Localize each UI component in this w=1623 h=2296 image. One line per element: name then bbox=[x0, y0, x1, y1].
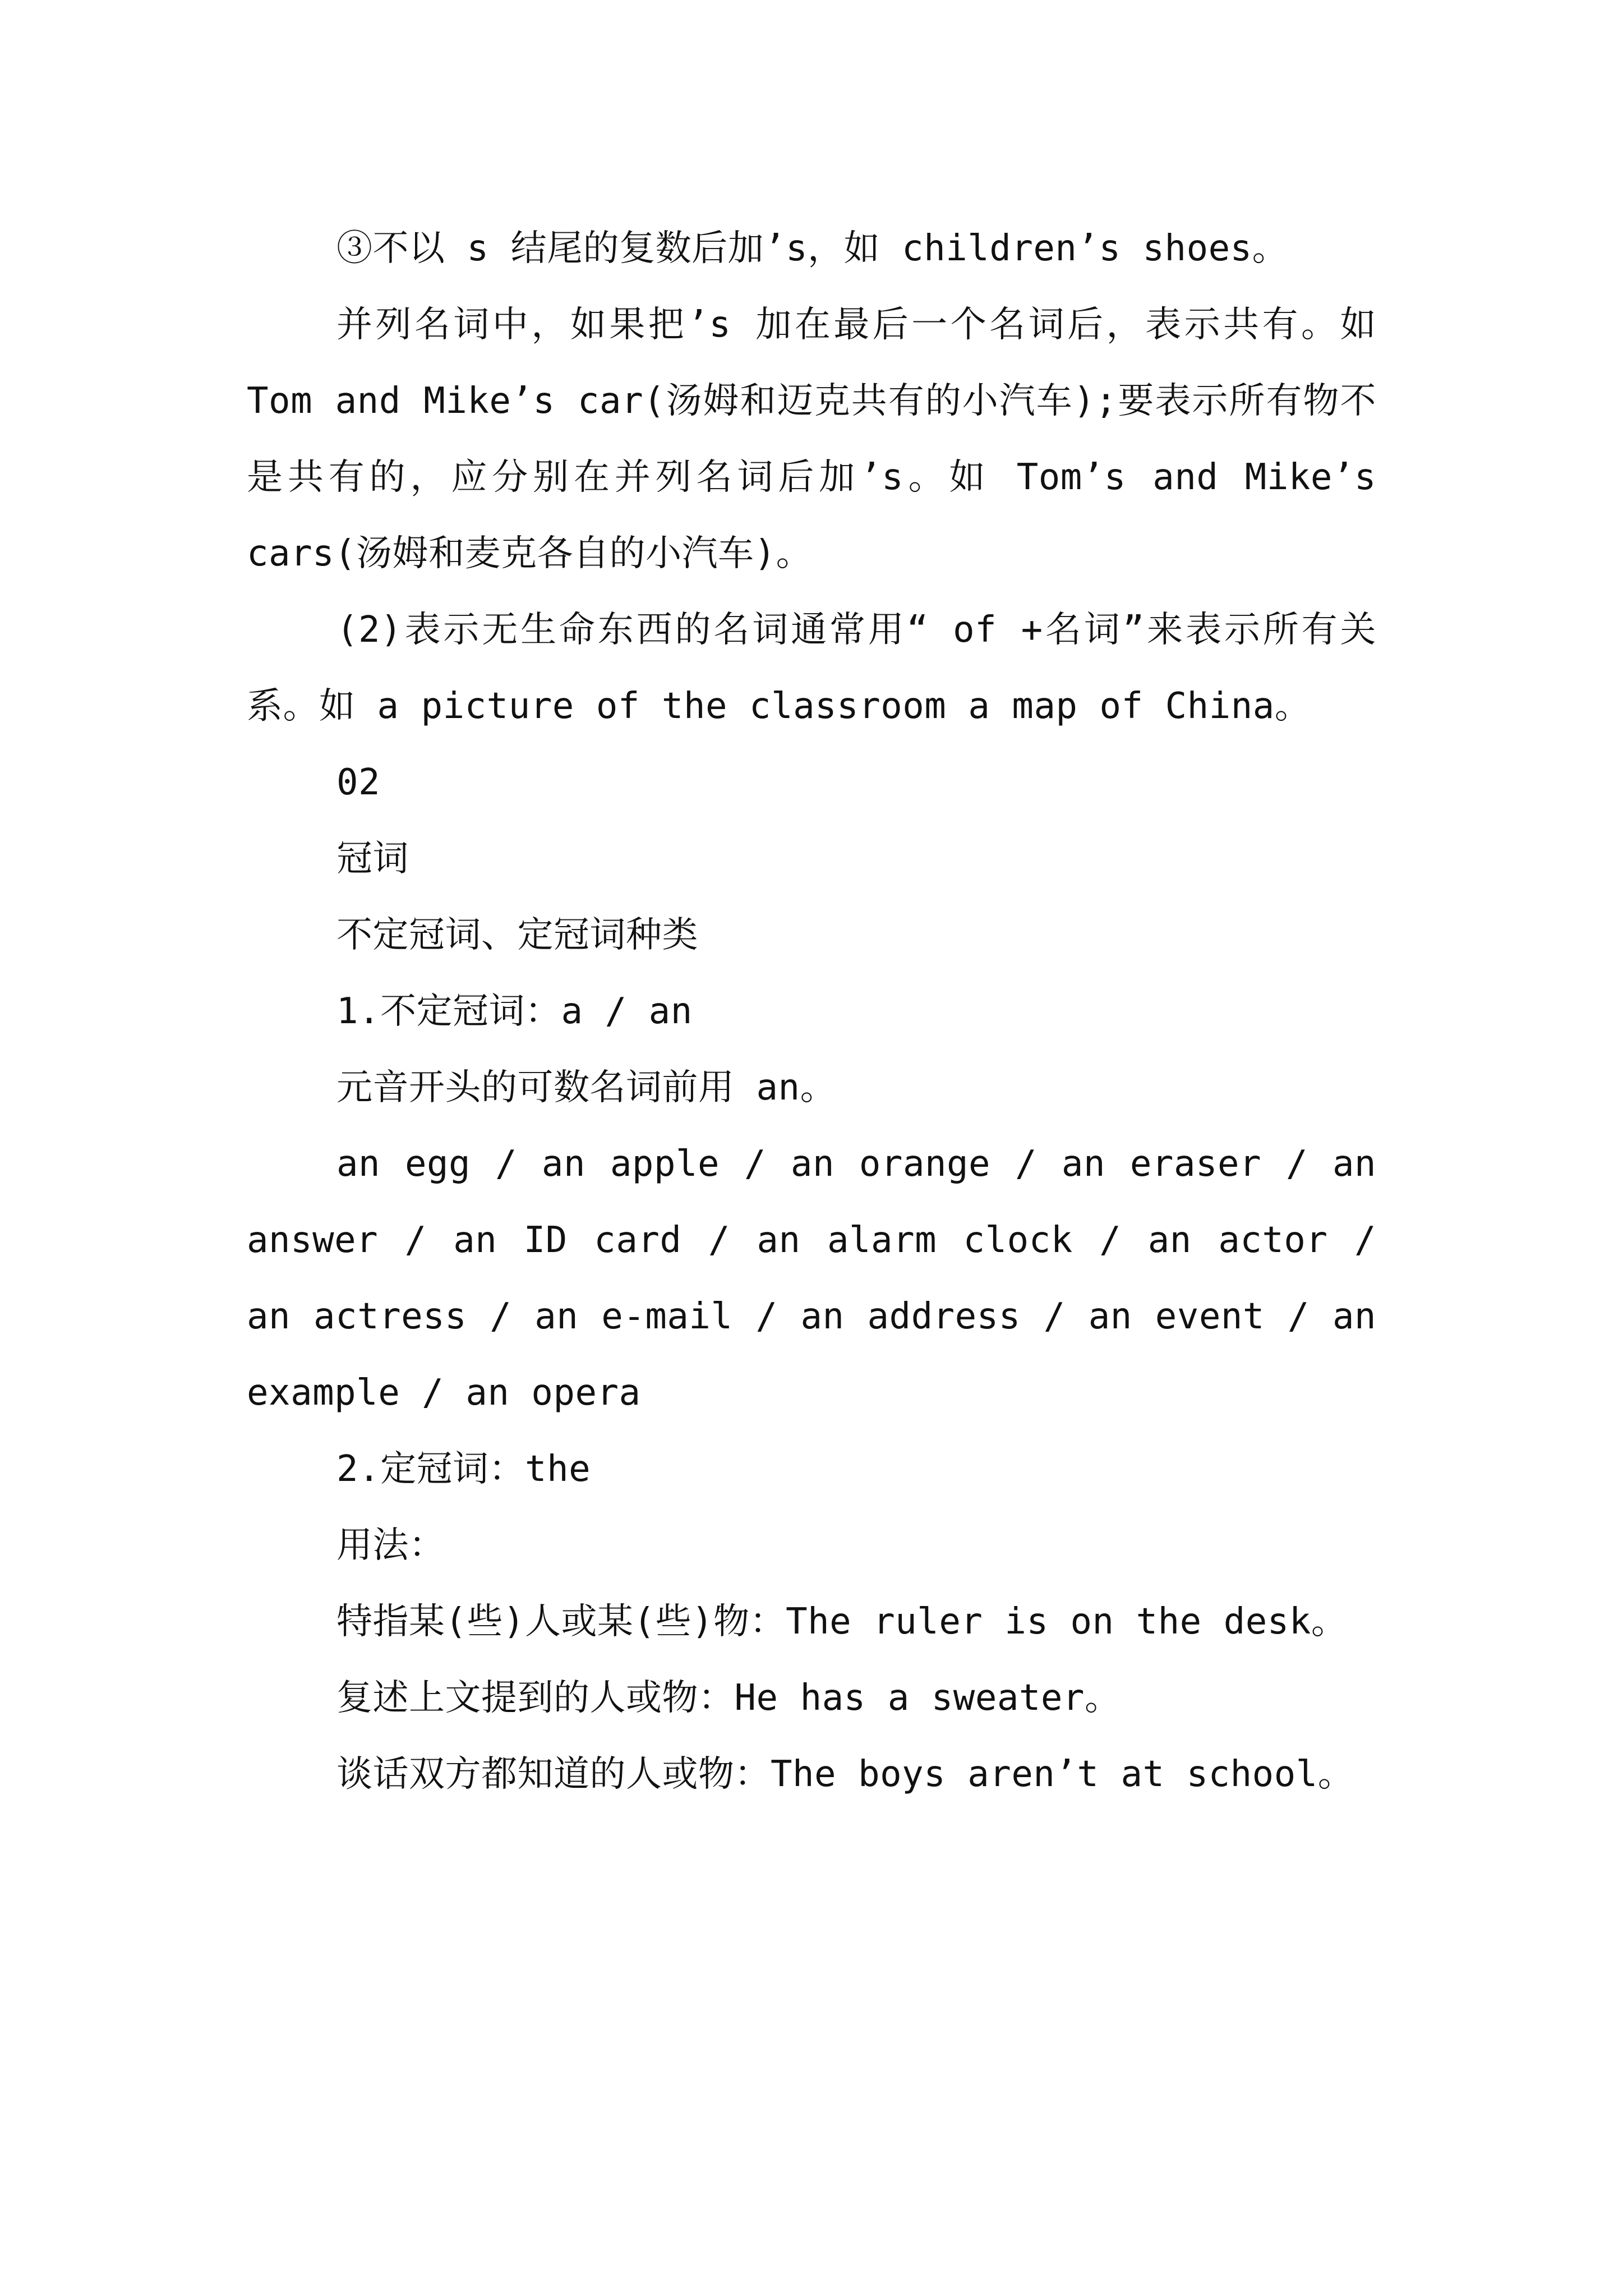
an-examples-list: an egg / an apple / an orange / an eraser / an answer / an ID card / an alarm clock / an actor / an actress / an e-mail / an address / an event / an example / an opera bbox=[247, 1143, 1376, 1414]
indefinite-article-heading: 1.不定冠词：a / an bbox=[336, 991, 693, 1032]
usage-mutually-known: 谈话双方都知道的人或物：The boys aren’t at school。 bbox=[336, 1754, 1354, 1795]
paragraph-joint-possession: 并列名词中，如果把’s 加在最后一个名词后，表示共有。如 Tom and Mike’s car(汤姆和迈克共有的小汽车);要表示所有物不是共有的，应分别在并列名词后加’s。如 Tom’s and Mike’s cars(汤姆和麦克各自的小汽车)。 bbox=[247, 304, 1376, 574]
definite-article-heading: 2.定冠词：the bbox=[336, 1448, 591, 1490]
usage-previously-mentioned: 复述上文提到的人或物：He has a sweater。 bbox=[336, 1677, 1121, 1719]
section-number: 02 bbox=[336, 762, 381, 803]
an-usage-rule: 元音开头的可数名词前用 an。 bbox=[336, 1067, 837, 1108]
paragraph-possessive-rule-3: ③不以 s 结尾的复数后加’s，如 children’s shoes。 bbox=[336, 228, 1289, 269]
document-body bbox=[247, 210, 1376, 1812]
usage-specific-reference: 特指某(些)人或某(些)物：The ruler is on the desk。 bbox=[336, 1601, 1348, 1642]
paragraph-of-possessive: (2)表示无生命东西的名词通常用“ of +名词”来表示所有关系。如 a picture of the classroom a map of China。 bbox=[247, 609, 1376, 727]
section-title: 冠词 bbox=[336, 838, 409, 880]
section-subtitle: 不定冠词、定冠词种类 bbox=[336, 914, 698, 956]
usage-label: 用法： bbox=[336, 1525, 445, 1566]
